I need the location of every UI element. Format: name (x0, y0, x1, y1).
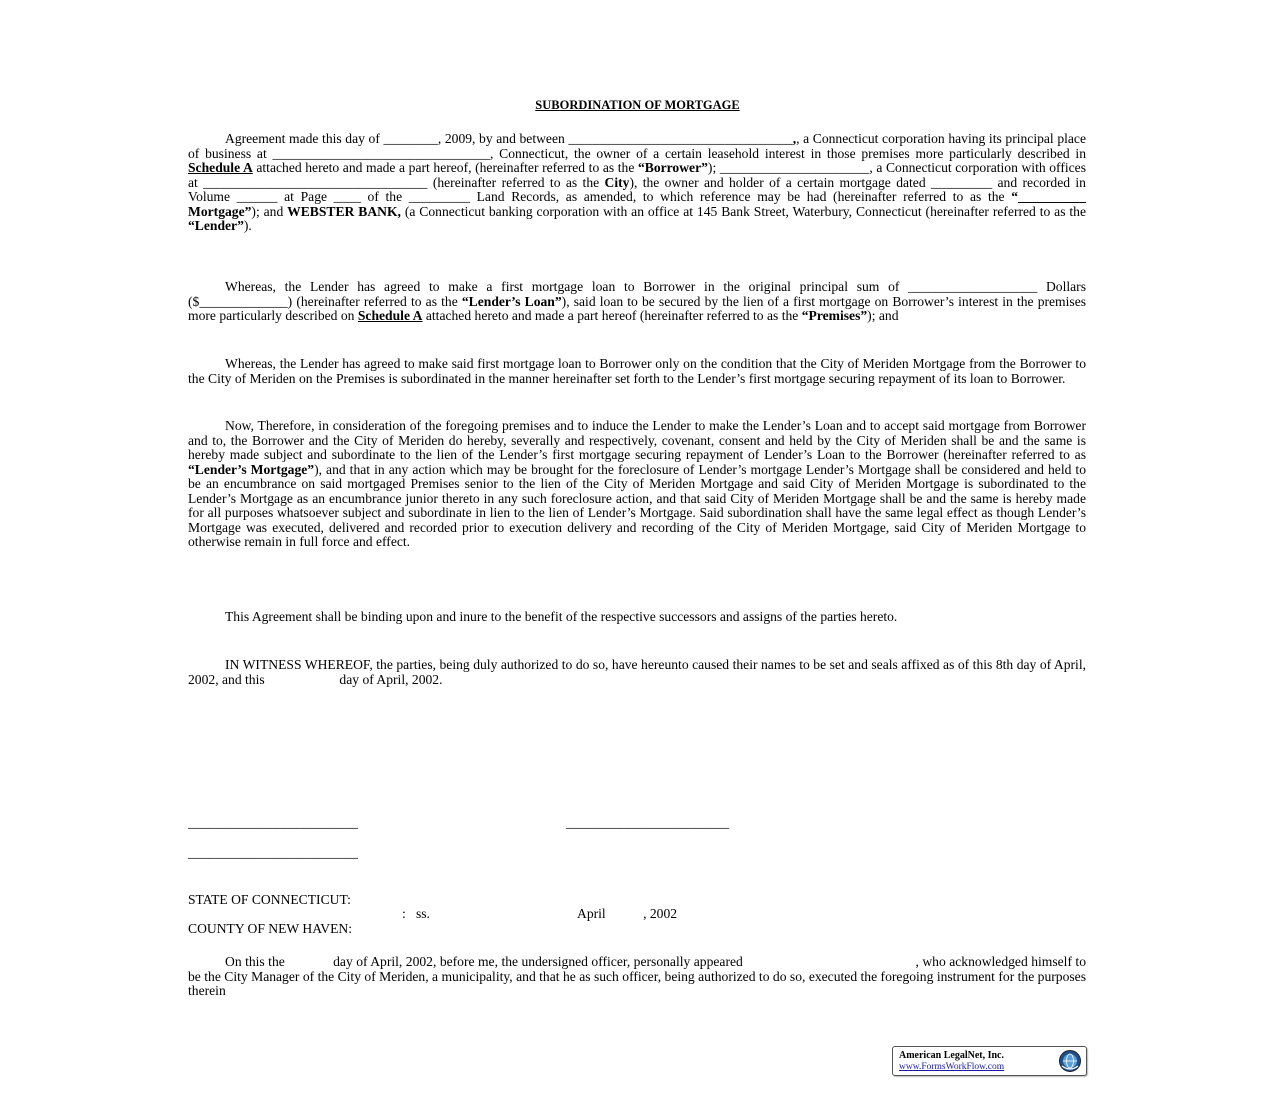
premises-term: “Premises” (801, 308, 868, 323)
paragraph-whereas-1 (188, 280, 1086, 324)
schedule-a-ref-2: Schedule A (357, 308, 423, 323)
p1-text-e: ), the owner and holder of a certain mortgage dated _________ and recorded in Volume ______ at Page ____ of the _________ Land Records, as amended, to which reference may be had (hereinafter referred to as the (188, 174, 1086, 204)
paragraph-whereas-2 (188, 357, 1086, 386)
signature-line-2: ________________________ (566, 815, 730, 830)
p1-text-c: attached hereto and made a part hereof, (hereinafter referred to as the (252, 160, 638, 175)
document-title: SUBORDINATION OF MORTGAGE (535, 98, 740, 112)
signature-line-3: _________________________ (188, 845, 358, 860)
lender-term: “Lender” (188, 218, 244, 233)
signature-line-1: _________________________ (188, 815, 358, 830)
globe-icon (1058, 1049, 1082, 1073)
paragraph-agreement (188, 132, 1086, 234)
ack-date: April , 2002 (577, 906, 678, 921)
p2-text-b: ), said loan to be secured by the lien of a first mortgage on Borrower’s interest in the premises more particularly described on (188, 293, 1087, 323)
p2-text-d: ); and (867, 308, 899, 323)
ack-body-text: On this the day of April, 2002, before me, the undersigned officer, personally appeared , who acknowledged himself to be the City Manager of the City of Meriden, a municipality, and that he as such officer, being authorized to do so, executed the foregoing instrument for the purposes therein (188, 954, 1090, 998)
p1-text-d: ); ______________________, a Connecticut corporation with offices at _________________________________ (hereinafter referred to as the (188, 160, 1086, 190)
p1-comma: , (792, 131, 797, 146)
p1-text-f: ); and (251, 203, 288, 219)
schedule-a-ref: Schedule A (188, 160, 253, 175)
p1-text-h: ). (243, 218, 252, 233)
paragraph-binding (188, 610, 1086, 625)
p2-text-c: attached hereto and made a part hereof (hereinafter referred to as the (422, 308, 802, 323)
p1-text-b: , a Connecticut corporation having its principal place of business at ________________________________, Connecticut, the owner of a certain leasehold interest in those premises more particularly described in (188, 131, 1086, 161)
logo-company-name: American LegalNet, Inc. (899, 1050, 1004, 1061)
american-legalnet-logo[interactable] (892, 1046, 1087, 1076)
p1-text-g: (a Connecticut banking corporation with an office at 145 Bank Street, Waterbury, Connecticut (hereinafter referred to as the (400, 203, 1087, 219)
paragraph-witness (188, 657, 1090, 687)
borrower-term: “Borrower” (637, 160, 708, 175)
mortgage-term: “__________ Mortgage” (188, 189, 1086, 219)
p4-text-a: Now, Therefore, in consideration of the foregoing premises and to induce the Lender to make the Lender’s Loan and to accept said mortgage from Borrower and to, the Borrower and the City of Meriden do hereby, severally and respectively, covenant, consent and held by the City of Meriden shall be and the same is hereby made subject and subordinate to the lien of the Lender’s first mortgage securing repayment of Lender’s Loan to the Borrower (hereinafter referred to as (188, 418, 1086, 462)
p5-text: This Agreement shall be binding upon and inure to the benefit of the respective successors and assigns of the parties hereto. (225, 609, 898, 624)
p3-text: Whereas, the Lender has agreed to make said first mortgage loan to Borrower only on the condition that the City of Meriden Mortgage from the Borrower to the City of Meriden on the Premises is subordinated in the manner hereinafter set forth to the Lender’s first mortgage securing repayment of its loan to Borrower. (188, 356, 1086, 386)
ack-county: COUNTY OF NEW HAVEN: (188, 921, 353, 936)
city-term: City (604, 174, 630, 190)
p6-text: IN WITNESS WHEREOF, the parties, being duly authorized to do so, have hereunto caused their names to be set and seals affixed as of this 8th day of April, 2002, and this day of April, 2002. (188, 657, 1090, 687)
ack-state: STATE OF CONNECTICUT: (188, 892, 351, 907)
p4-text-b: ), and that in any action which may be brought for the foreclosure of Lender’s mortgage Lender’s Mortgage shall be considered and held to be an encumbrance on said mortgaged Premises senior to the lien of the City of Meriden Mortgage and said City of Meriden Mortgage is subordinated to the Lender’s Mortgage as an encumbrance junior thereto in any such foreclosure action, and that said City of Meriden Mortgage shall be and the same is hereby made for all purposes whatsoever subject and subordinate in lien to the lien of Lender’s Mortgage. Said subordination shall have the same legal effect as though Lender’s Mortgage was executed, delivered and recorded prior to execution delivery and recording of the City of Meriden Mortgage, said City of Meriden Mortgage to otherwise remain in full force and effect. (188, 461, 1086, 549)
lenders-loan-term: “Lender’s Loan” (461, 293, 562, 309)
paragraph-now-therefore (188, 419, 1086, 550)
webster-bank-term: WEBSTER BANK, (287, 203, 401, 219)
logo-url-link[interactable]: www.FormsWorkFlow.com (899, 1062, 1005, 1072)
ack-ss: : ss. (402, 906, 430, 921)
paragraph-acknowledgment (188, 954, 1090, 999)
p2-text-a: Whereas, the Lender has agreed to make a first mortgage loan to Borrower in the original principal sum of ___________________ Dollars ($_____________) (hereinafter referred to as the (188, 279, 1086, 309)
p1-text-a: Agreement made this day of ________, 2009, by and between _________________________________ (225, 131, 793, 146)
lenders-mortgage-term: “Lender’s Mortgage” (188, 461, 315, 477)
